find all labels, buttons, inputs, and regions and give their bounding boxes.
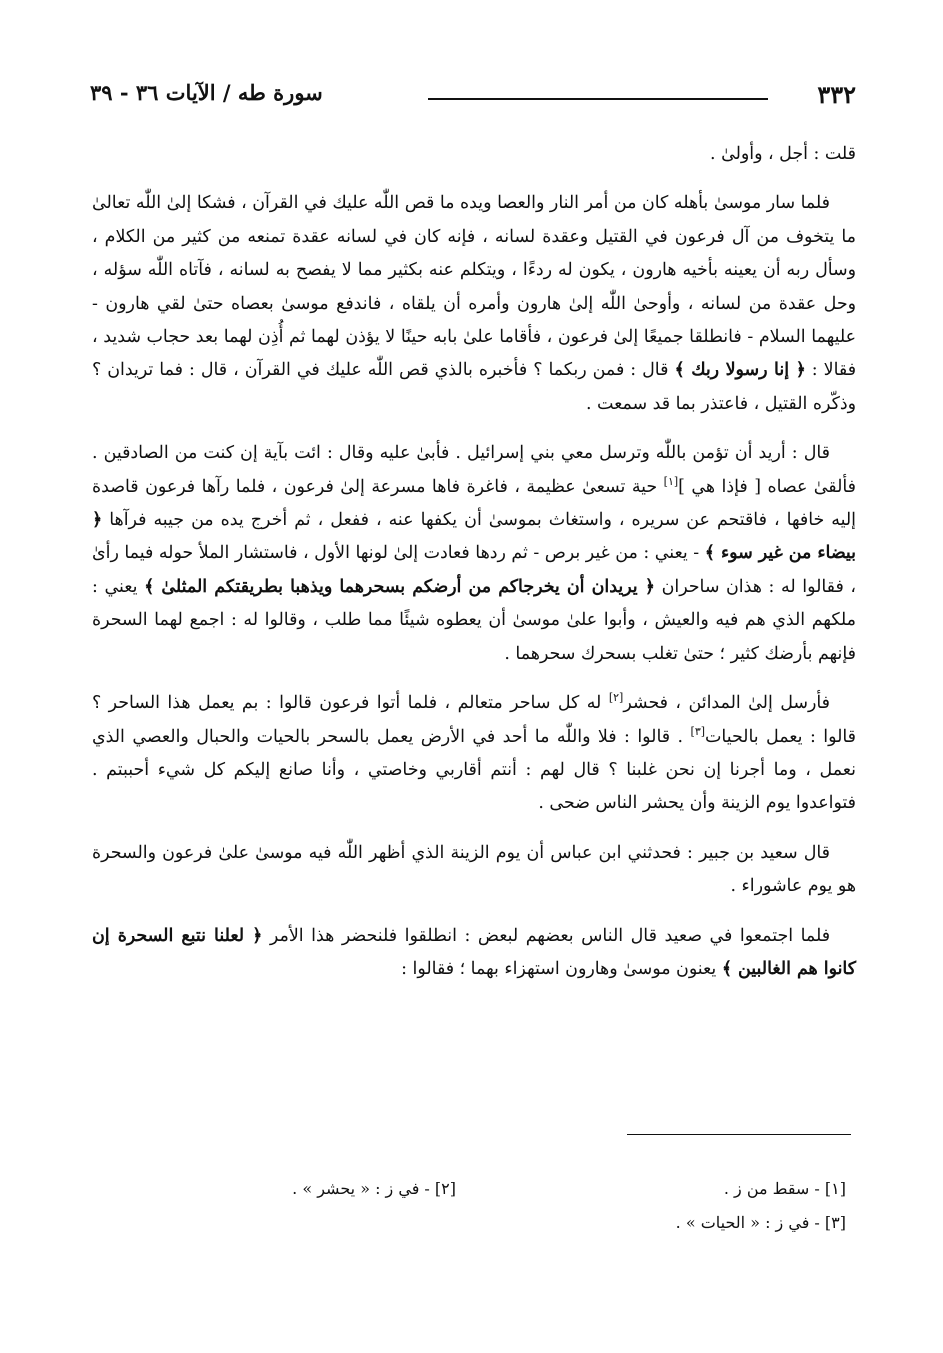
body-text: [92, 138, 856, 1002]
footnote-ref-2: [٢]: [608, 691, 624, 705]
paragraph-text: يعنون موسىٰ وهارون استهزاء بهما ؛ فقالوا :: [401, 958, 717, 979]
paragraph-text: قال : فمن ربكما ؟ فأخبره بالذي قص اللّٰه عليك في القرآن ، قال : فما تريدان ؟ وذكّره القتيل ، فاعتذر بما قد سمعت .: [92, 360, 856, 414]
quran-quote: ﴿ لعلنا نتبع السحرة إن كانوا هم الغالبين ﴾: [92, 925, 856, 979]
paragraph-text: قلت : أجل ، وأولىٰ .: [710, 144, 856, 164]
footnote-rule: [627, 1134, 851, 1135]
paragraph-text: حية تسعىٰ عظيمة ، فاغرة فاها مسرعة إلىٰ فرعون ، فلما رآها فرعون قاصدة إليه خافها ، فاقتحم عن سريره ، واستغاث بموسىٰ أن يكفها عنه ، ففعل ، ثم أخرج يده من جيبه فرآها: [92, 476, 856, 531]
paragraph-text: فأرسل إلىٰ المدائن ، فحشر: [623, 693, 830, 714]
quran-quote: ﴿ بيضاء من غير سوء ﴾: [92, 510, 857, 564]
paragraph-text: قال سعيد بن جبير : فحدثني ابن عباس أن يوم الزينة الذي أظهر اللّٰه فيه موسىٰ علىٰ فرعون والسحرة هو يوم عاشوراء .: [92, 842, 856, 897]
footnotes: [92, 1172, 856, 1240]
quran-quote: ﴿ إنا رسولا ربك ﴾: [674, 360, 806, 381]
page-number: ٣٣٢: [817, 80, 856, 109]
footnote-3: [٣] - في ز : « الحيات » .: [675, 1213, 846, 1232]
paragraph-3: [92, 437, 856, 671]
paragraph-text: فلما اجتمعوا في صعيد قال الناس بعضهم لبعض : انطلقوا فلنحضر هذا الأمر: [269, 925, 831, 946]
paragraph-6: [92, 920, 856, 987]
running-title: سورة طه / الآيات ٣٦ - ٣٩: [90, 80, 323, 105]
footnote-1: [١] - سقط من ز .: [723, 1179, 846, 1198]
page-header: [90, 78, 856, 112]
footnote-ref-3: [٣]: [690, 724, 706, 738]
quran-quote: ﴿ يريدان أن يخرجاكم من أرضكم بسحرهما ويذهبا بطريقتكم المثلىٰ ﴾: [144, 576, 655, 597]
footnote-row: [92, 1172, 856, 1206]
paragraph-text: - يعني : من غير برص - ثم ردها فعادت إلىٰ لونها الأول ، فاستشار الملأ حوله فيما رأىٰ ، فقالوا له : هذان ساحران: [92, 543, 857, 597]
paragraph-4: [92, 687, 856, 821]
paragraph-text: . قالوا : فلا واللّٰه ما أحد في الأرض يعمل بالسحر بالحيات والحبال والعصي الذي نعمل ، وما أجرنا إن نحن غلبنا ؟ قال لهم : أنتم أقاربي وخاصتي ، وأنا صانع إليكم كل شيء أحببتم . فتواعدوا يوم الزينة وأن يحشر الناس ضحى .: [92, 726, 856, 814]
paragraph-1: [92, 138, 856, 171]
paragraph-2: [92, 187, 856, 421]
paragraph-text: يعني : ملكهم الذي هم فيه والعيش ، وأبوا علىٰ موسىٰ أن يعطوه شيئًا مما طلب ، وقالوا له : اجمع لهما السحرة فإنهم بأرضك كثير ؛ حتىٰ تغلب بسحرك سحرهما .: [92, 576, 856, 664]
paragraph-5: [92, 837, 856, 904]
paragraph-text: قال : أريد أن تؤمن باللّٰه وترسل معي بني إسرائيل . فأبىٰ عليه وقال : ائت بآية إن كنت من الصادقين . فألقىٰ عصاه [ فإذا هي ]: [92, 443, 856, 497]
footnote-2: [٢] - في ز : « يحشر » .: [292, 1179, 456, 1198]
footnote-row: [92, 1206, 856, 1240]
paragraph-text: له كل ساحر متعالم ، فلما أتوا فرعون قالوا : بم يعمل هذا الساحر ؟ قالوا : يعمل بالحيات: [92, 693, 856, 747]
paragraph-text: فلما سار موسىٰ بأهله كان من أمر النار والعصا ويده ما قص اللّٰه عليك في القرآن ، فشكا إلىٰ اللّٰه تعالىٰ ما يتخوف من آل فرعون في القتيل وعقدة لسانه ، فإنه كان في لسانه عقدة تمنعه من كثير من الكلام ، وسأل ربه أن يعينه بأخيه هارون ، يكون له ردءًا ، ويتكلم عنه بكثير مما لا يفصح به لسانه ، فآتاه اللّٰه سؤله ، وحل عقدة من لسانه ، وأوحىٰ اللّٰه إلىٰ هارون وأمره أن يلقاه ، فاندفع موسىٰ بعصاه حتىٰ لقي هارون - عليهما السلام - فانطلقا جميعًا إلىٰ فرعون ، فأقاما علىٰ بابه حينًا لا يؤذن لهما ثم أُذِن لهما بعد حجاب شديد ، فقالا :: [92, 193, 857, 381]
footnote-ref-1: [١]: [663, 474, 679, 488]
header-rule: [428, 98, 768, 100]
